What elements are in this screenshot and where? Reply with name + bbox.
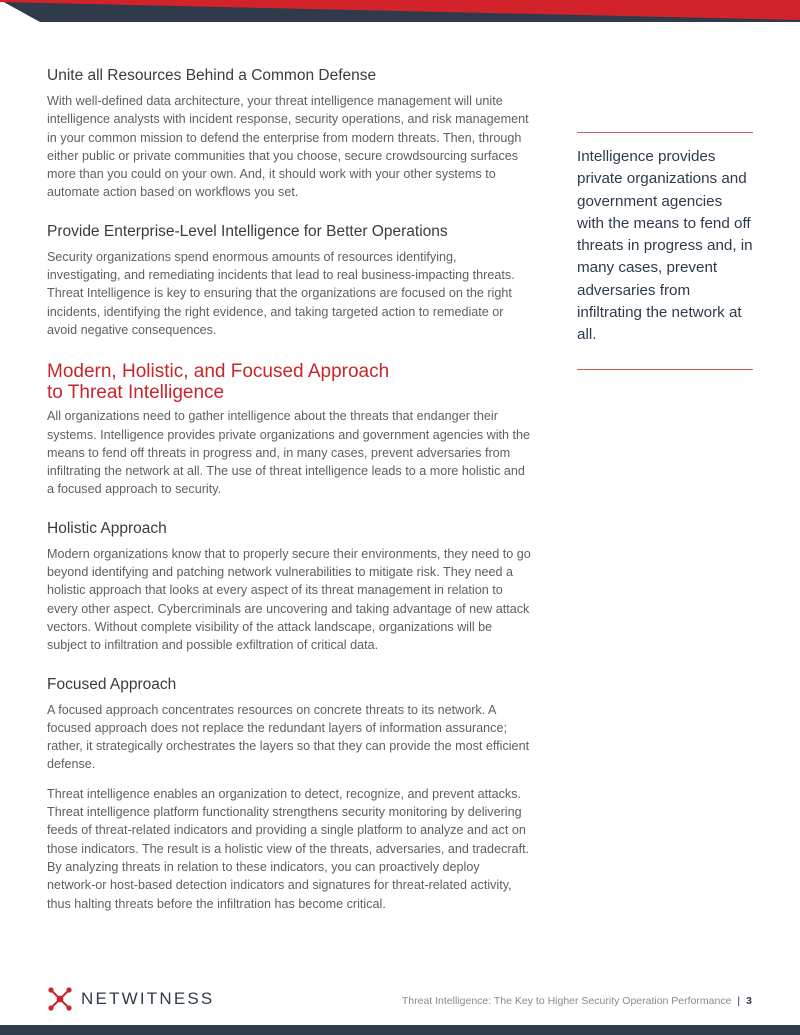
section-title-modern-approach: Modern, Holistic, and Focused Approach to Threat Intelligence	[47, 361, 390, 404]
paragraph-unite-resources: With well-defined data architecture, your threat intelligence management will unite intelligence analysts with incident response, security operations, and risk management in your common mission to defend the enterprise from modern threats. Then, through either public or private communities that you choose, secure crowdsourcing surfaces more than you could on your own. And, it should work with your other systems to automate action based on workflows you set.	[47, 94, 529, 200]
footer-document-title: Threat Intelligence: The Key to Higher Security Operation Performance	[401, 995, 732, 1007]
brand-wordmark: NETWITNESS	[81, 989, 215, 1008]
bottom-accent-bar	[0, 1025, 800, 1035]
paragraph-focused-approach-1: A focused approach concentrates resources on concrete threats to its network. A focused approach does not replace the redundant layers of information assurance; rather, it strategically orchestrates the layers so that they can provide the most efficient defense.	[47, 702, 530, 772]
paragraph-holistic-approach: Modern organizations know that to properly secure their environments, they need to go beyond identifying and patching network vulnerabilities to mitigate risk. They need a holistic approach that looks at every aspect of its threat management in relation to every other aspect. Cybercriminals are uncovering and taking advantage of new attack vectors. Without complete visibility of the attack landscape, organizations will be subject to infiltration and possible exfiltration of critical data.	[47, 546, 531, 653]
paragraph-modern-approach: All organizations need to gather intelligence about the threats that endanger their systems. Intelligence provides private organizations and government agencies with the means to fend off threats in progress and, in many cases, prevent adversaries from infiltrating the network at all. The use of threat intelligence leads to a more holistic and a focused approach to security.	[47, 409, 531, 497]
netwitness-logo-icon	[47, 986, 73, 1012]
footer-logo	[47, 984, 214, 1014]
footer-separator: |	[737, 995, 741, 1007]
pull-quote-bottom-rule	[577, 369, 753, 370]
paragraph-focused-approach-2: Threat intelligence enables an organization to detect, recognize, and prevent attacks. Threat intelligence platform functionality strengthens security monitoring by delivering feeds of threat-related indicators and providing a single platform to analyze and act on those indicators. The result is a holistic view of the threats, adversaries, and tradecraft. By analyzing threats in relation to these indicators, you can proactively deploy network-or host-based detection indicators and signatures for threat-related activity, thus halting threats before the infiltration has become critical.	[47, 786, 530, 911]
pull-quote-text: Intelligence provides private organizations and government agencies with the means to fend off threats in progress and, in many cases, prevent adversaries from infiltrating the network at all.	[577, 148, 753, 344]
paragraph-enterprise-intelligence: Security organizations spend enormous amounts of resources identifying, investigating, and remediating incidents that lead to real business-impacting threats. Threat Intelligence is key to ensuring that the organizations are focused on the right incidents, identifying the right evidence, and taking targeted action to remediate or avoid negative consequences.	[47, 249, 515, 337]
pull-quote	[577, 132, 753, 370]
pull-quote-top-rule	[577, 132, 753, 133]
heading-enterprise-intelligence: Provide Enterprise-Level Intelligence for Better Operations	[47, 222, 448, 240]
heading-focused-approach: Focused Approach	[47, 675, 177, 693]
top-accent-bar	[0, 0, 800, 22]
page-footer	[402, 995, 752, 1007]
page-number: 3	[746, 995, 752, 1007]
heading-holistic-approach: Holistic Approach	[47, 519, 167, 537]
main-column	[47, 66, 531, 913]
heading-unite-resources: Unite all Resources Behind a Common Defense	[47, 67, 377, 84]
